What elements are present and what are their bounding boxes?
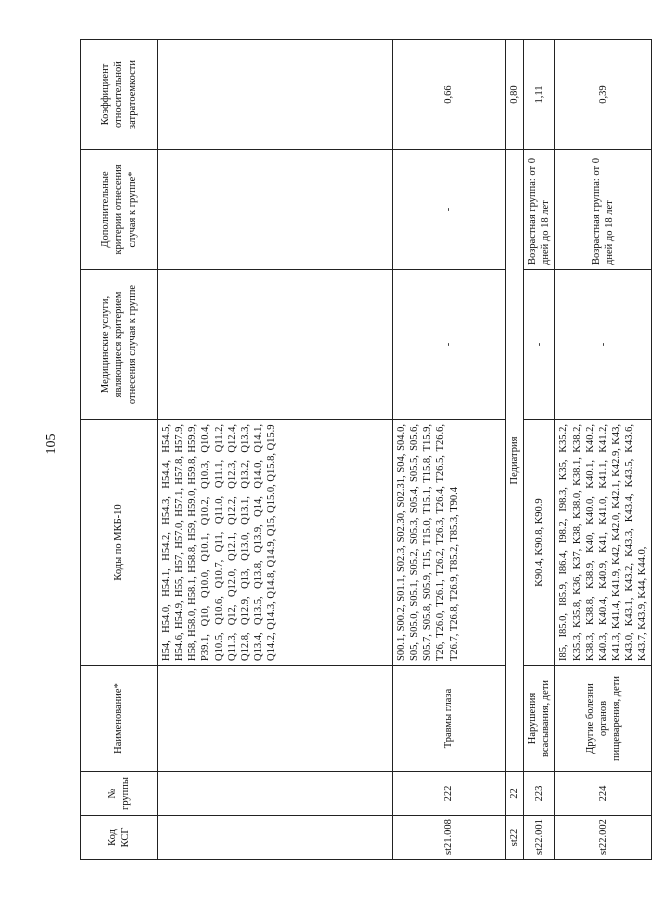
table-row-section-22 xyxy=(506,40,524,860)
header-services: Медицинские услуги, являющиеся критерием отнесения случая к группе xyxy=(81,270,158,420)
cell-name: Другие болезни органов пищеварения, дети xyxy=(555,666,652,772)
cell-code: st22.002 xyxy=(555,816,652,860)
cell-icd: K90.4, K90.8, K90.9 xyxy=(524,420,555,666)
header-code-ksg: Код КСГ xyxy=(81,816,158,860)
header-extra-criteria: Дополнительные критерии отнесения случая к группе* xyxy=(81,150,158,270)
cell-coef: 0,80 xyxy=(506,40,524,150)
table-row-224 xyxy=(555,40,652,860)
cell-group: 224 xyxy=(555,772,652,816)
cell-icd: S00.1, S00.2, S01.1, S02.3, S02.30, S02.31, S04, S04.0, S05, S05.0, S05.1, S05.2, S05.3, S05.4, S05.5, S05.6, S05.7, S05.8, S05.9, T15, T15.0, T15.1, T15.8, T15.9, T26, T26.0, T26.1, T26.2, T26.3, T26.4, T26.5, T26.6, T26.7, T26.8, T26.9, T85.2, T85.3, T90.4 xyxy=(393,420,506,666)
cell-section-title: Педиатрия xyxy=(506,150,524,772)
table-row-continuation xyxy=(158,40,393,860)
header-name: Наименование* xyxy=(81,666,158,772)
header-coefficient: Коэффициент относительной затратоемкости xyxy=(81,40,158,150)
cell-services xyxy=(158,270,393,420)
cell-name: Нарушения всасывания, дети xyxy=(524,666,555,772)
cell-extra xyxy=(158,150,393,270)
cell-extra: - xyxy=(393,150,506,270)
cell-group: 222 xyxy=(393,772,506,816)
rotated-sheet xyxy=(80,40,649,860)
cell-services: - xyxy=(524,270,555,420)
cell-coef: 0,66 xyxy=(393,40,506,150)
cell-coef xyxy=(158,40,393,150)
cell-extra: Возрастная группа: от 0 дней до 18 лет xyxy=(555,150,652,270)
cell-group xyxy=(158,772,393,816)
cell-name: Травмы глаза xyxy=(393,666,506,772)
header-row xyxy=(81,40,158,860)
rotated-table-container xyxy=(80,40,649,860)
header-group-no: № группы xyxy=(81,772,158,816)
cell-icd: H54, H54.0, H54.1, H54.2, H54.3, H54.4, H54.5, H54.6, H54.9, H55, H57, H57.0, H57.1, H57.8, H57.9, H58, H58.0, H58.1, H58.8, H59, H59.0, H59.8, H59.9, P39.1, Q10, Q10.0, Q10.1, Q10.2, Q10.3, Q10.4, Q10.5, Q10.6, Q10.7, Q11, Q11.0, Q11.1, Q11.2, Q11.3, Q12, Q12.0, Q12.1, Q12.2, Q12.3, Q12.4, Q12.8, Q12.9, Q13, Q13.0, Q13.1, Q13.2, Q13.3, Q13.4, Q13.5, Q13.8, Q13.9, Q14, Q14.0, Q14.1, Q14.2, Q14.3, Q14.8, Q14.9, Q15, Q15.0, Q15.8, Q15.9 xyxy=(158,420,393,666)
cell-group: 223 xyxy=(524,772,555,816)
ksg-table xyxy=(80,39,652,860)
table-row-223 xyxy=(524,40,555,860)
page-number: 105 xyxy=(44,433,59,455)
cell-code: st22 xyxy=(506,816,524,860)
cell-icd: I85, I85.0, I85.9, I86.4, I98.2, I98.3, K35, K35.2, K35.3, K35.8, K36, K37, K38, K38.0, K38.1, K38.2, K38.3, K38.8, K38.9, K40, K40.0, K40.1, K40.2, K40.3, K40.4, K40.9, K41, K41.0, K41.1, K41.2, K41.3, K41.4, K41.9, K42, K42.0, K42.1, K42.9, K43, K43.0, K43.1, K43.2, K43.3, K43.4, K43.5, K43.6, K43.7, K43.9, K44, K44.0, xyxy=(555,420,652,666)
cell-services: - xyxy=(555,270,652,420)
cell-group: 22 xyxy=(506,772,524,816)
header-icd-codes: Коды по МКБ-10 xyxy=(81,420,158,666)
cell-coef: 1,11 xyxy=(524,40,555,150)
cell-code xyxy=(158,816,393,860)
cell-code: st21.008 xyxy=(393,816,506,860)
cell-code: st22.001 xyxy=(524,816,555,860)
cell-name xyxy=(158,666,393,772)
cell-services: - xyxy=(393,270,506,420)
cell-coef: 0,39 xyxy=(555,40,652,150)
cell-extra: Возрастная группа: от 0 дней до 18 лет xyxy=(524,150,555,270)
table-row-222 xyxy=(393,40,506,860)
